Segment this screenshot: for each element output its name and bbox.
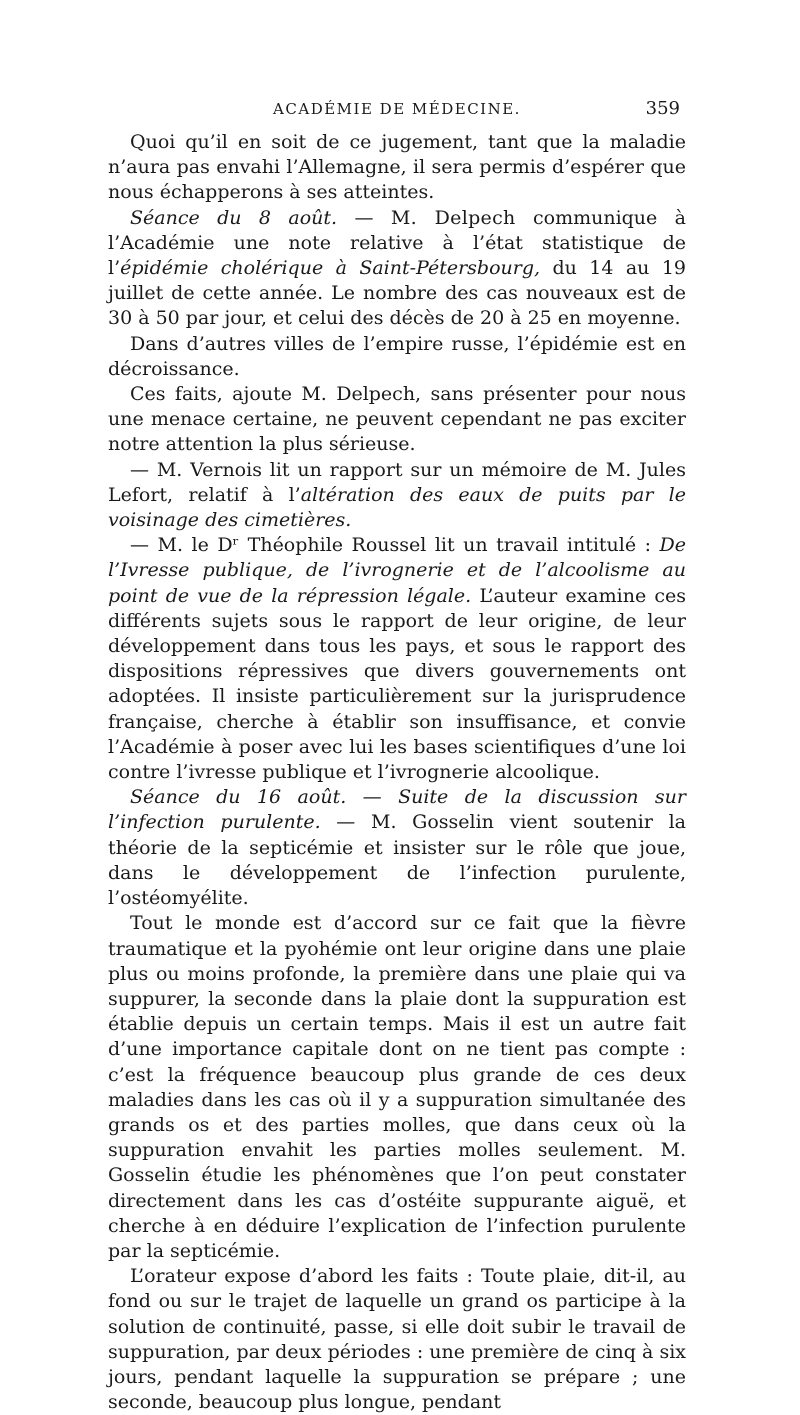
paragraph-8: Tout le monde est d’accord sur ce fait que la fièvre traumatique et la pyohémie ont leur origine dans une plaie plus ou moins profonde, la première dans une plaie qui va suppurer, la seconde dans la plaie dont la suppuration est établie depuis un certain temps. Mais il est un autre fait d’une importance capitale dont on ne tient pas compte : c’est la fréquence beaucoup plus grande de ces deux maladies dans les cas où il y a suppuration simultanée des grands os et des parties molles, que dans ceux où la suppuration envahit les parties molles seulement. M. Gosselin étudie les phénomènes que l’on peut constater directement dans les cas d’ostéite suppurante aiguë, et cherche à en déduire l’explication de l’infection purulente par la septicémie. bbox=[108, 912, 686, 1262]
paragraph-7 bbox=[108, 785, 686, 911]
paragraph-2 bbox=[108, 206, 686, 332]
paragraph-9: L’orateur expose d’abord les faits : Toute plaie, dit-il, au fond ou sur le trajet de laquelle un grand os participe à la solution de continuité, passe, si elle doit subir le travail de suppuration, par deux périodes : une première de cinq à six jours, pendant laquelle la suppuration se prépare ; une seconde, beaucoup plus longue, pendant bbox=[108, 1265, 686, 1414]
session-date: Séance du 8 août. bbox=[130, 206, 338, 229]
paragraph-5-text: — M. Vernois lit un rapport sur un mémoire de M. Jules Lefort, relatif à l’ bbox=[108, 458, 686, 506]
speaker-name: M. Delpech bbox=[390, 206, 516, 229]
running-head bbox=[108, 92, 686, 130]
paragraph-2-italic: épidémie cholérique à Saint-Pétersbourg, bbox=[120, 257, 541, 280]
body-text bbox=[108, 130, 686, 1415]
paragraph-2-text-1: communique à l’Académie une note relative à l’état statistique de l’ bbox=[108, 206, 687, 280]
paragraph-6-italic: De l’Ivresse publique, de l’ivrognerie et de l’alcoolisme au point de vue de la répression légale. bbox=[108, 534, 686, 607]
paragraph-5 bbox=[108, 458, 686, 534]
paragraph-6 bbox=[108, 533, 686, 785]
paragraph-5-italic: altération des eaux de puits par le voisinage des cimetières. bbox=[108, 483, 686, 532]
paragraph-6-text-1: — M. le Dʳ Théophile Roussel lit un travail intitulé : bbox=[130, 534, 660, 557]
paragraph-1: Quoi qu’il en soit de ce jugement, tant que la maladie n’aura pas envahi l’Allemagne, il sera permis d’espérer que nous échapperons à ses atteintes. bbox=[108, 131, 686, 204]
paragraph-7-italic: Séance du 16 août. — Suite de la discussion sur l’infection purulente. bbox=[108, 786, 686, 834]
paragraph-7-text: — M. Gosselin vient soutenir la théorie de la septicémie et insister sur le rôle que joue, dans le développement de l’infection purulente, l’ostéomyélite. bbox=[108, 811, 686, 910]
paragraph-3: Dans d’autres villes de l’empire russe, l’épidémie est en décroissance. bbox=[108, 332, 686, 380]
running-title: ACADÉMIE DE MÉDECINE. bbox=[273, 100, 521, 118]
paragraph-4: Ces faits, ajoute M. Delpech, sans présenter pour nous une menace certaine, ne peuvent cependant ne pas exciter notre attention la plus sérieuse. bbox=[108, 383, 686, 456]
page bbox=[108, 92, 686, 1415]
paragraph-2-text-2: du 14 au 19 juillet de cette année. Le nombre des cas nouveaux est de 30 à 50 par jour, et celui des décès de 20 à 25 en moyenne. bbox=[108, 257, 686, 330]
dash: — bbox=[337, 206, 391, 229]
paragraph-6-text-2: L’auteur examine ces différents sujets sous le rapport de leur origine, de leur développement dans tous les pays, et sous le rapport des dispositions répressives que divers gouvernements ont adoptées. Il insiste particulièrement sur la jurisprudence française, cherche à établir son insuffisance, et convie l’Académie à poser avec lui les bases scientifiques d’une loi contre l’ivresse publique et l’ivrognerie alcoolique. bbox=[108, 584, 687, 784]
page-number: 359 bbox=[645, 98, 680, 119]
